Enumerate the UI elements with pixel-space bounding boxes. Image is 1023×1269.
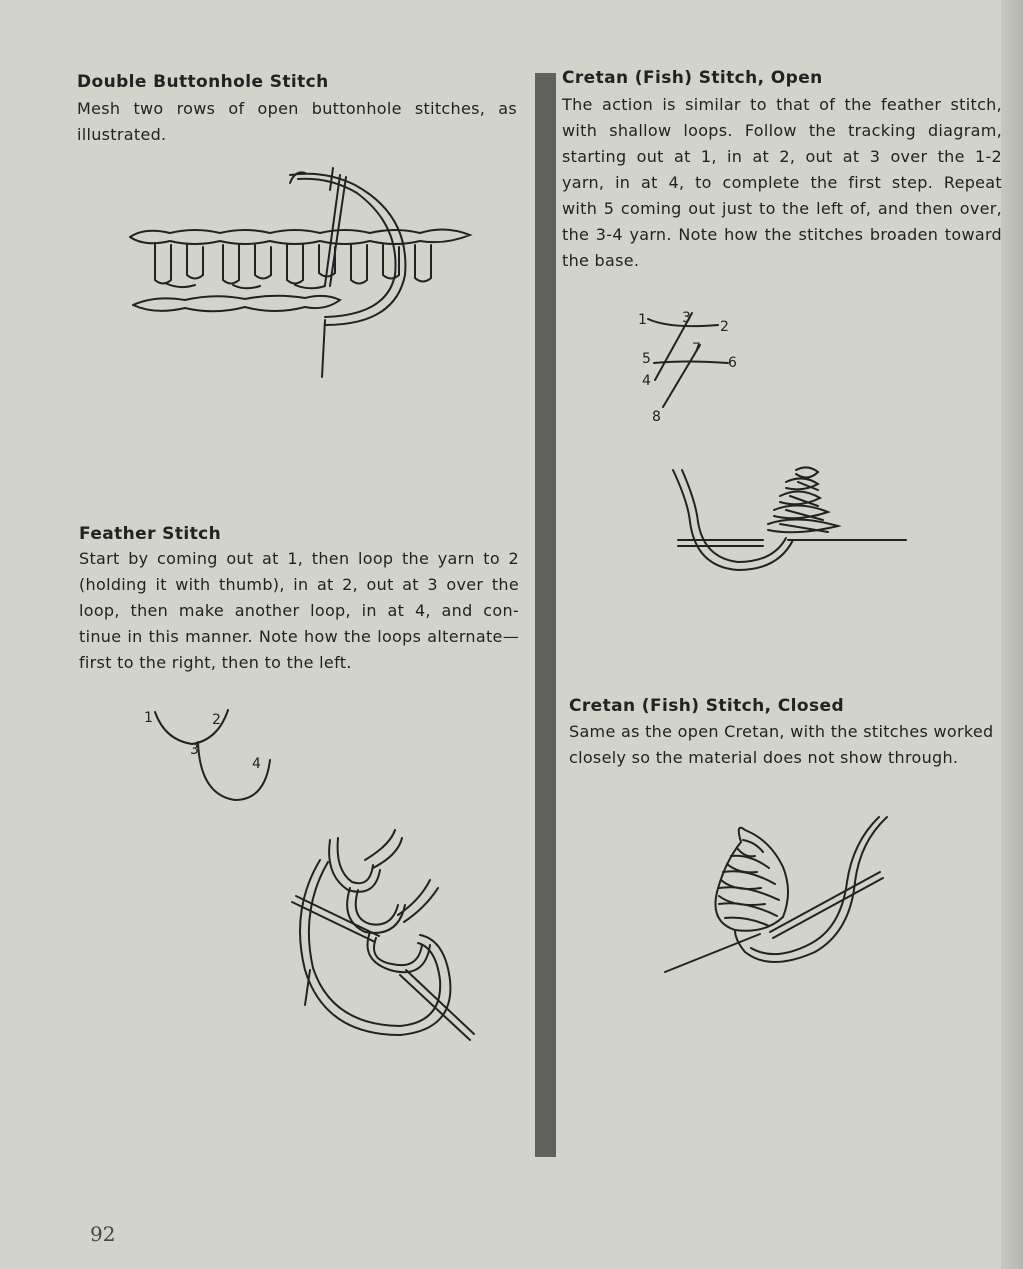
cretan-open-text [562, 92, 1002, 274]
text-line: the 3-4 yarn. Note how the stitches broaden toward [562, 225, 1002, 244]
text-line: with shallow loops. Follow the tracking diagram, [562, 121, 1002, 140]
cretan-label-2: 2 [720, 319, 729, 335]
column-divider [535, 73, 556, 1157]
cretan-closed-illustration [665, 812, 895, 982]
text-line: loop, then make another loop, in at 4, and con- [79, 601, 519, 620]
feather-stitch-title: Feather Stitch [79, 524, 222, 544]
cretan-open-title: Cretan (Fish) Stitch, Open [562, 68, 823, 88]
text-line: illustrated. [77, 125, 167, 144]
page-edge [1001, 0, 1023, 1269]
cretan-tracking-diagram [630, 305, 750, 425]
feather-tracking-diagram [140, 700, 280, 810]
text-line: The action is similar to that of the feather stitch, [562, 95, 1002, 114]
text-line: Start by coming out at 1, then loop the yarn to 2 [79, 549, 519, 568]
cretan-label-6: 6 [728, 355, 737, 371]
text-line: closely so the material does not show through. [569, 748, 959, 767]
cretan-label-5: 5 [642, 351, 651, 367]
feather-label-3: 3 [190, 742, 199, 758]
text-line: with 5 coming out just to the left of, and then over, [562, 199, 1002, 218]
feather-label-1: 1 [144, 710, 153, 726]
feather-label-2: 2 [212, 712, 221, 728]
text-line: Same as the open Cretan, with the stitches worked [569, 722, 994, 741]
text-line: (holding it with thumb), in at 2, out at 3 over the [79, 575, 519, 594]
text-line: first to the right, then to the left. [79, 653, 352, 672]
feather-stitch-illustration [280, 820, 480, 1045]
cretan-closed-text [569, 719, 1009, 771]
cretan-label-8: 8 [652, 409, 661, 425]
double-buttonhole-title: Double Buttonhole Stitch [77, 72, 329, 92]
text-line: yarn, in at 4, to complete the first step. Repeat [562, 173, 1002, 192]
cretan-label-7: 7 [692, 341, 701, 357]
text-line: Mesh two rows of open buttonhole stitches, as [77, 99, 517, 118]
text-line: the base. [562, 251, 640, 270]
cretan-label-1: 1 [638, 312, 647, 328]
double-buttonhole-illustration [125, 165, 475, 385]
cretan-label-3: 3 [682, 310, 691, 326]
text-line: starting out at 1, in at 2, out at 3 over the 1-2 [562, 147, 1002, 166]
double-buttonhole-text [77, 96, 517, 148]
cretan-label-4: 4 [642, 373, 651, 389]
feather-stitch-text [79, 546, 519, 676]
page-number: 92 [90, 1222, 116, 1246]
cretan-closed-title: Cretan (Fish) Stitch, Closed [569, 696, 845, 716]
cretan-open-illustration [668, 462, 913, 582]
text-line: tinue in this manner. Note how the loops alternate— [79, 627, 519, 646]
feather-label-4: 4 [252, 756, 261, 772]
